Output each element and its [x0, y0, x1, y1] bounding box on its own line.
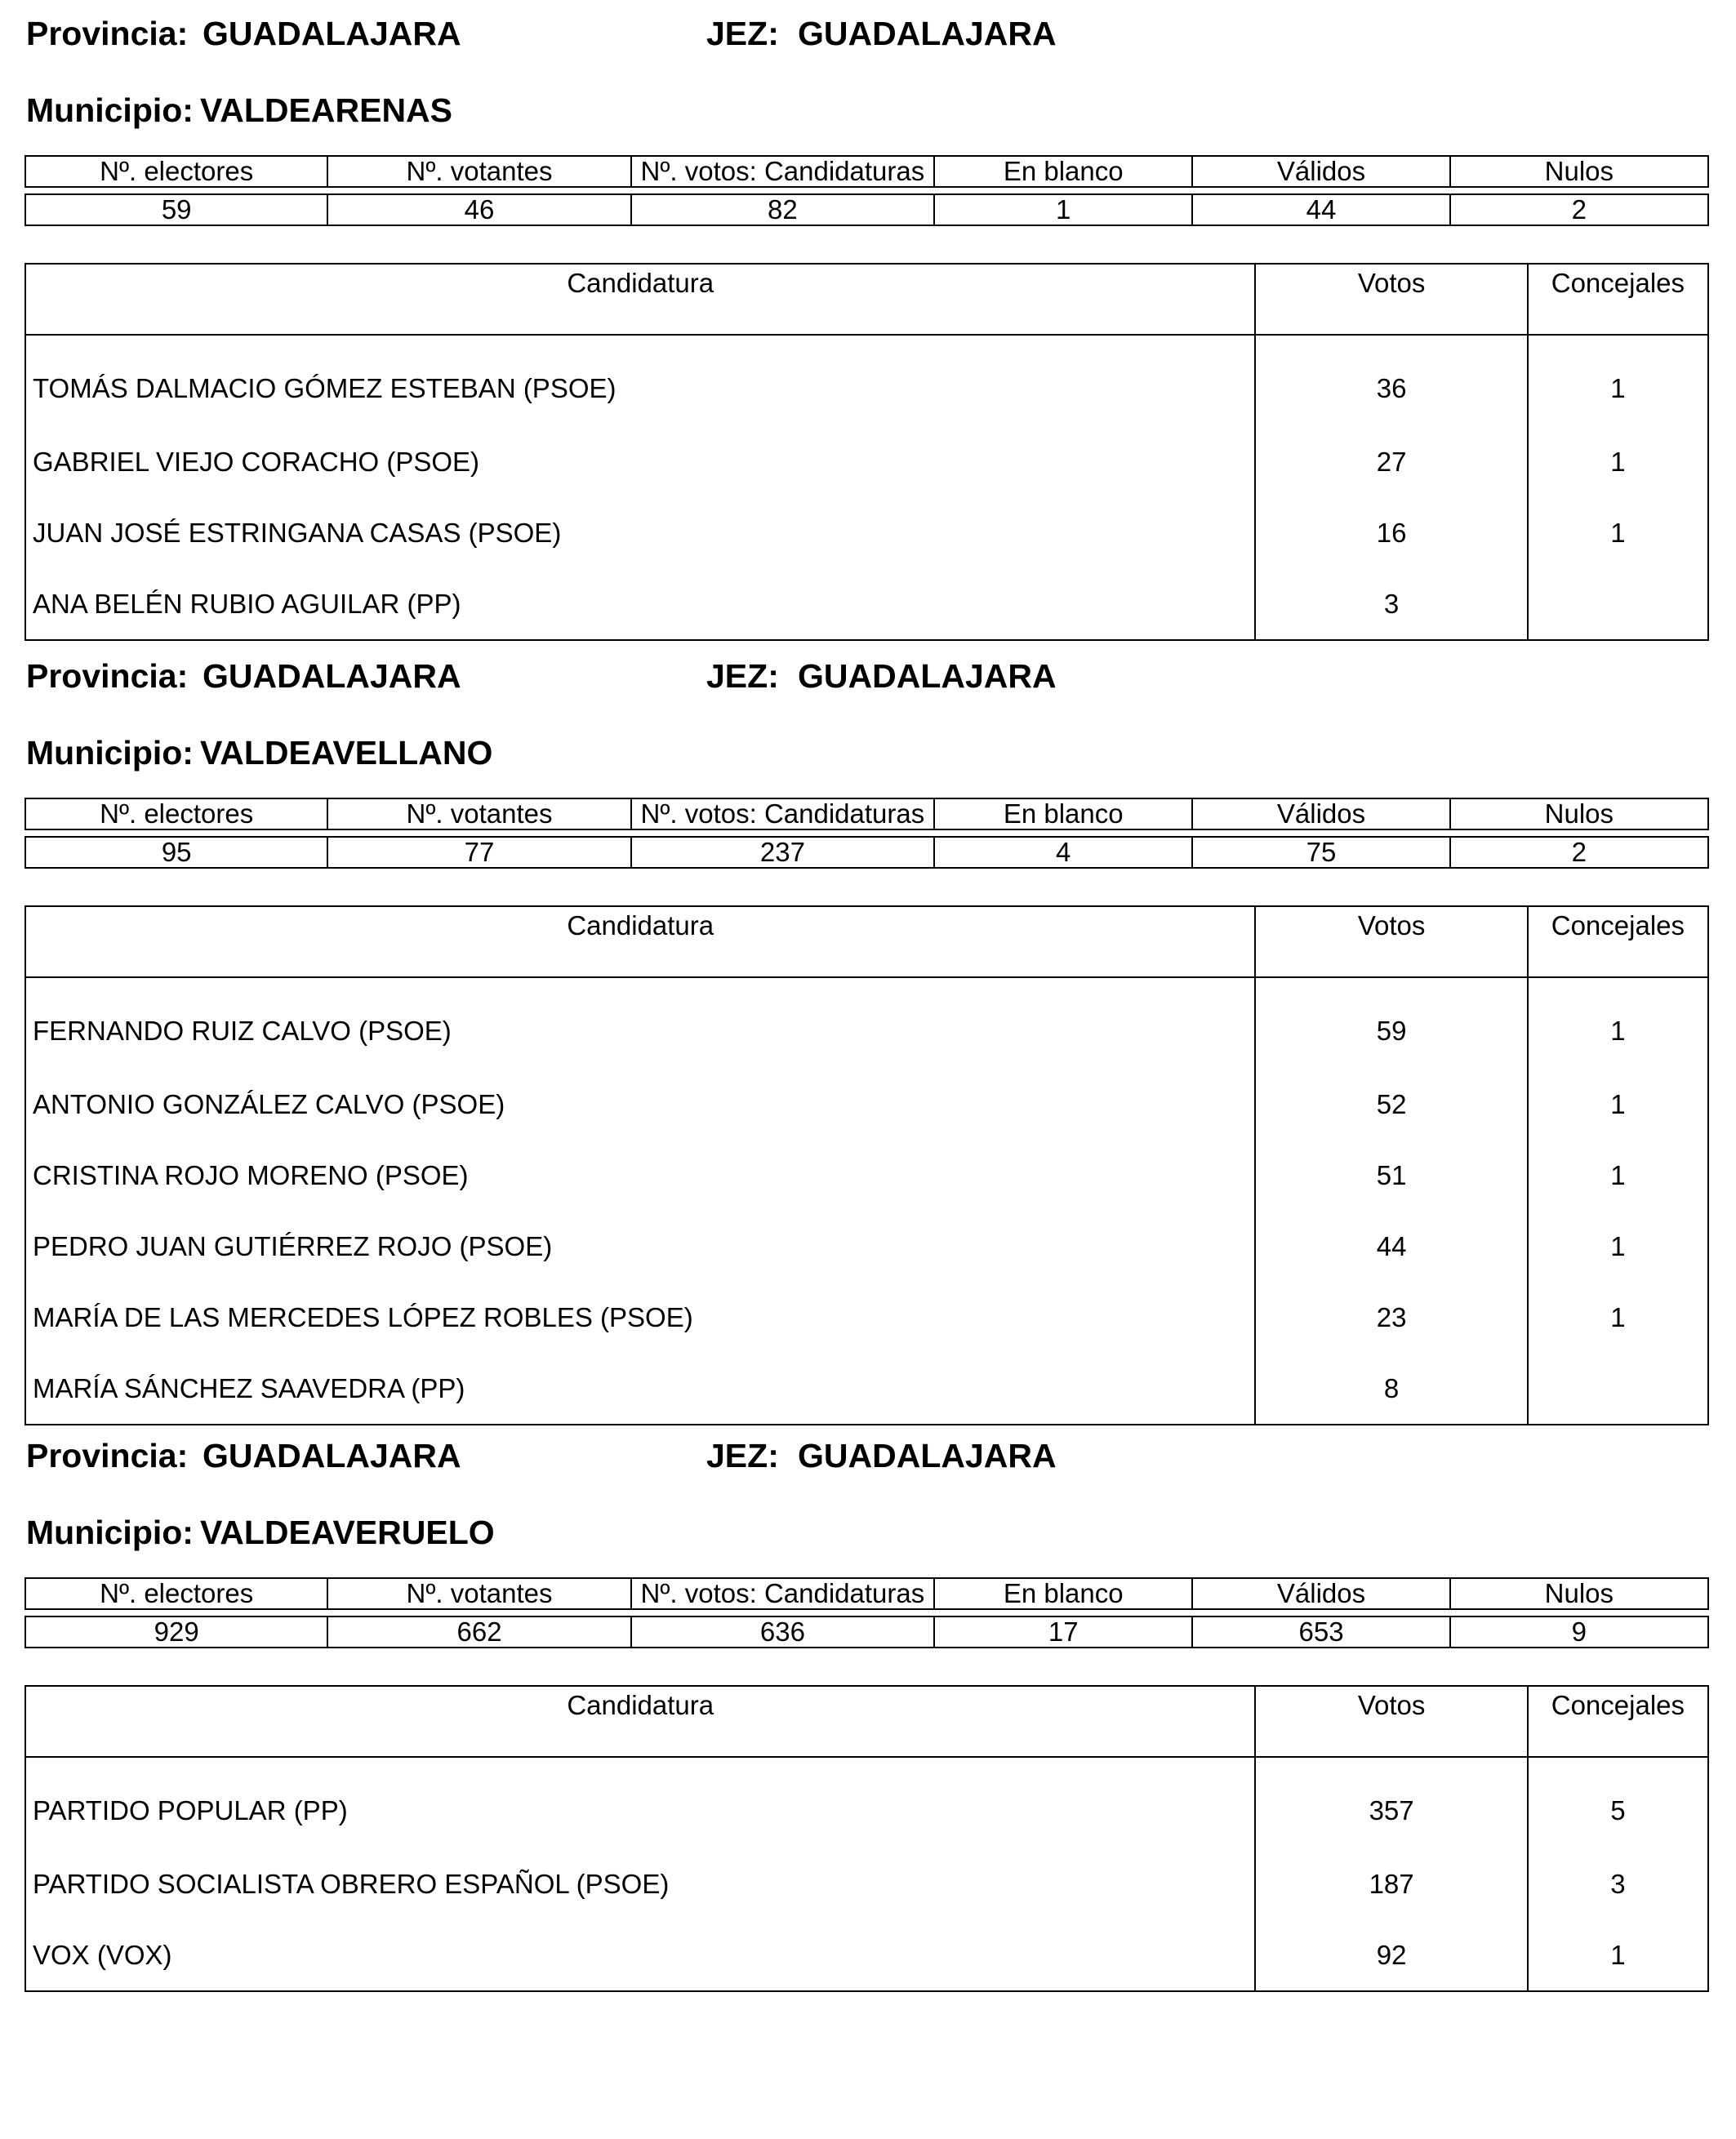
- candidate-name: VOX (VOX): [25, 1919, 1255, 1991]
- municipio-heading: [26, 1514, 495, 1552]
- municipio-heading: [26, 734, 492, 772]
- candidate-concejales: 1: [1528, 1211, 1708, 1282]
- jez-value: GUADALAJARA: [798, 657, 1057, 695]
- candidate-row: [25, 1919, 1708, 1991]
- stats-value-cell: 46: [327, 194, 630, 225]
- stats-gap: [1192, 829, 1449, 837]
- stats-gap: [631, 829, 934, 837]
- stats-header-cell: Nulos: [1450, 798, 1708, 829]
- candidate-concejales: 1: [1528, 1069, 1708, 1140]
- stats-header-cell: Nulos: [1450, 156, 1708, 187]
- candidate-name: GABRIEL VIEJO CORACHO (PSOE): [25, 426, 1255, 497]
- candidate-concejales: 1: [1528, 1140, 1708, 1211]
- municipio-label: Municipio:: [26, 734, 194, 772]
- section-header: [24, 1437, 1709, 1494]
- stats-header-cell: Nº. electores: [25, 798, 327, 829]
- candidate-name: ANTONIO GONZÁLEZ CALVO (PSOE): [25, 1069, 1255, 1140]
- candidates-header-cell: Votos: [1255, 264, 1527, 335]
- stats-header-cell: Válidos: [1192, 1578, 1449, 1609]
- municipio-label: Municipio:: [26, 1514, 194, 1551]
- stats-value-cell: 237: [631, 837, 934, 868]
- stats-value-cell: 59: [25, 194, 327, 225]
- candidate-name: PARTIDO POPULAR (PP): [25, 1757, 1255, 1848]
- candidate-votes: 23: [1255, 1282, 1527, 1353]
- stats-header-cell: Válidos: [1192, 156, 1449, 187]
- candidate-row: [25, 977, 1708, 1069]
- candidates-table: [24, 1685, 1709, 1992]
- candidate-concejales: 1: [1528, 335, 1708, 426]
- stats-header-cell: En blanco: [934, 156, 1192, 187]
- stats-header-cell: En blanco: [934, 1578, 1192, 1609]
- provincia-label: Provincia:: [26, 1437, 189, 1474]
- stats-gap: [25, 1609, 327, 1616]
- candidate-row: [25, 1211, 1708, 1282]
- candidate-name: MARÍA SÁNCHEZ SAAVEDRA (PP): [25, 1353, 1255, 1425]
- stats-value-cell: 75: [1192, 837, 1449, 868]
- jez-value: GUADALAJARA: [798, 1437, 1057, 1474]
- candidate-votes: 52: [1255, 1069, 1527, 1140]
- stats-value-cell: 2: [1450, 837, 1708, 868]
- section-header: [24, 15, 1709, 72]
- stats-value-cell: 82: [631, 194, 934, 225]
- provincia-value: GUADALAJARA: [203, 1437, 461, 1474]
- candidates-header-cell: Concejales: [1528, 906, 1708, 977]
- candidate-name: ANA BELÉN RUBIO AGUILAR (PP): [25, 568, 1255, 640]
- stats-header-cell: Nº. votantes: [327, 1578, 630, 1609]
- jez-label: JEZ:: [706, 1437, 779, 1474]
- municipio-value: VALDEAVERUELO: [199, 1514, 495, 1551]
- candidate-row: [25, 1140, 1708, 1211]
- stats-gap: [631, 1609, 934, 1616]
- stats-gap: [934, 829, 1192, 837]
- candidate-votes: 51: [1255, 1140, 1527, 1211]
- stats-table: [24, 155, 1709, 226]
- candidates-table: [24, 263, 1709, 641]
- jez-value: GUADALAJARA: [798, 15, 1057, 52]
- municipio-heading: [26, 91, 452, 130]
- stats-gap: [934, 1609, 1192, 1616]
- candidates-table: [24, 905, 1709, 1425]
- candidate-row: [25, 1848, 1708, 1919]
- stats-gap: [1192, 1609, 1449, 1616]
- candidates-header-cell: Candidatura: [25, 906, 1255, 977]
- stats-value-cell: 44: [1192, 194, 1449, 225]
- candidate-concejales: 1: [1528, 426, 1708, 497]
- municipio-value: VALDEAVELLANO: [199, 734, 493, 772]
- candidate-row: [25, 1282, 1708, 1353]
- candidate-name: MARÍA DE LAS MERCEDES LÓPEZ ROBLES (PSOE): [25, 1282, 1255, 1353]
- candidate-row: [25, 568, 1708, 640]
- candidate-row: [25, 335, 1708, 426]
- candidate-votes: 16: [1255, 497, 1527, 568]
- candidate-votes: 187: [1255, 1848, 1527, 1919]
- section-header: [24, 657, 1709, 714]
- candidate-row: [25, 1757, 1708, 1848]
- stats-table: [24, 1577, 1709, 1648]
- stats-header-cell: En blanco: [934, 798, 1192, 829]
- candidate-name: PARTIDO SOCIALISTA OBRERO ESPAÑOL (PSOE): [25, 1848, 1255, 1919]
- candidate-votes: 357: [1255, 1757, 1527, 1848]
- candidate-concejales: 1: [1528, 977, 1708, 1069]
- candidate-row: [25, 497, 1708, 568]
- candidate-votes: 44: [1255, 1211, 1527, 1282]
- stats-gap: [327, 829, 630, 837]
- stats-gap: [25, 829, 327, 837]
- candidates-header-cell: Votos: [1255, 906, 1527, 977]
- candidate-row: [25, 426, 1708, 497]
- stats-gap: [1192, 187, 1449, 194]
- candidates-header-cell: Candidatura: [25, 264, 1255, 335]
- candidate-votes: 8: [1255, 1353, 1527, 1425]
- stats-gap: [25, 187, 327, 194]
- stats-header-cell: Nº. electores: [25, 1578, 327, 1609]
- candidate-votes: 27: [1255, 426, 1527, 497]
- candidate-votes: 59: [1255, 977, 1527, 1069]
- stats-value-cell: 9: [1450, 1616, 1708, 1648]
- provincia-label: Provincia:: [26, 15, 189, 52]
- stats-gap: [1450, 1609, 1708, 1616]
- candidate-concejales: [1528, 1353, 1708, 1425]
- candidate-name: FERNANDO RUIZ CALVO (PSOE): [25, 977, 1255, 1069]
- candidate-concejales: [1528, 568, 1708, 640]
- candidates-header-cell: Concejales: [1528, 264, 1708, 335]
- provincia-label: Provincia:: [26, 657, 189, 695]
- candidate-votes: 92: [1255, 1919, 1527, 1991]
- candidate-row: [25, 1353, 1708, 1425]
- stats-value-cell: 4: [934, 837, 1192, 868]
- stats-header-cell: Nº. votantes: [327, 156, 630, 187]
- candidate-name: JUAN JOSÉ ESTRINGANA CASAS (PSOE): [25, 497, 1255, 568]
- stats-header-cell: Nulos: [1450, 1578, 1708, 1609]
- stats-header-cell: Nº. votos: Candidaturas: [631, 798, 934, 829]
- stats-gap: [1450, 187, 1708, 194]
- stats-value-cell: 929: [25, 1616, 327, 1648]
- candidate-concejales: 3: [1528, 1848, 1708, 1919]
- stats-value-cell: 1: [934, 194, 1192, 225]
- jez-label: JEZ:: [706, 15, 779, 52]
- stats-value-cell: 653: [1192, 1616, 1449, 1648]
- candidate-votes: 36: [1255, 335, 1527, 426]
- stats-value-cell: 636: [631, 1616, 934, 1648]
- stats-value-cell: 17: [934, 1616, 1192, 1648]
- stats-header-cell: Nº. votos: Candidaturas: [631, 156, 934, 187]
- candidates-header-cell: Concejales: [1528, 1686, 1708, 1757]
- stats-gap: [327, 187, 630, 194]
- stats-header-cell: Válidos: [1192, 798, 1449, 829]
- stats-table: [24, 798, 1709, 869]
- provincia-value: GUADALAJARA: [203, 15, 461, 52]
- stats-gap: [327, 1609, 630, 1616]
- stats-header-cell: Nº. electores: [25, 156, 327, 187]
- stats-value-cell: 95: [25, 837, 327, 868]
- stats-value-cell: 662: [327, 1616, 630, 1648]
- candidate-concejales: 1: [1528, 1919, 1708, 1991]
- municipio-value: VALDEARENAS: [199, 91, 453, 129]
- candidate-votes: 3: [1255, 568, 1527, 640]
- stats-gap: [934, 187, 1192, 194]
- candidate-concejales: 1: [1528, 1282, 1708, 1353]
- provincia-value: GUADALAJARA: [203, 657, 461, 695]
- candidates-header-cell: Votos: [1255, 1686, 1527, 1757]
- stats-value-cell: 77: [327, 837, 630, 868]
- stats-gap: [631, 187, 934, 194]
- jez-label: JEZ:: [706, 657, 779, 695]
- stats-header-cell: Nº. votantes: [327, 798, 630, 829]
- candidates-header-cell: Candidatura: [25, 1686, 1255, 1757]
- stats-value-cell: 2: [1450, 194, 1708, 225]
- candidate-row: [25, 1069, 1708, 1140]
- candidate-concejales: 5: [1528, 1757, 1708, 1848]
- municipio-label: Municipio:: [26, 91, 194, 129]
- stats-header-cell: Nº. votos: Candidaturas: [631, 1578, 934, 1609]
- candidate-concejales: 1: [1528, 497, 1708, 568]
- candidate-name: PEDRO JUAN GUTIÉRREZ ROJO (PSOE): [25, 1211, 1255, 1282]
- candidate-name: CRISTINA ROJO MORENO (PSOE): [25, 1140, 1255, 1211]
- candidate-name: TOMÁS DALMACIO GÓMEZ ESTEBAN (PSOE): [25, 335, 1255, 426]
- stats-gap: [1450, 829, 1708, 837]
